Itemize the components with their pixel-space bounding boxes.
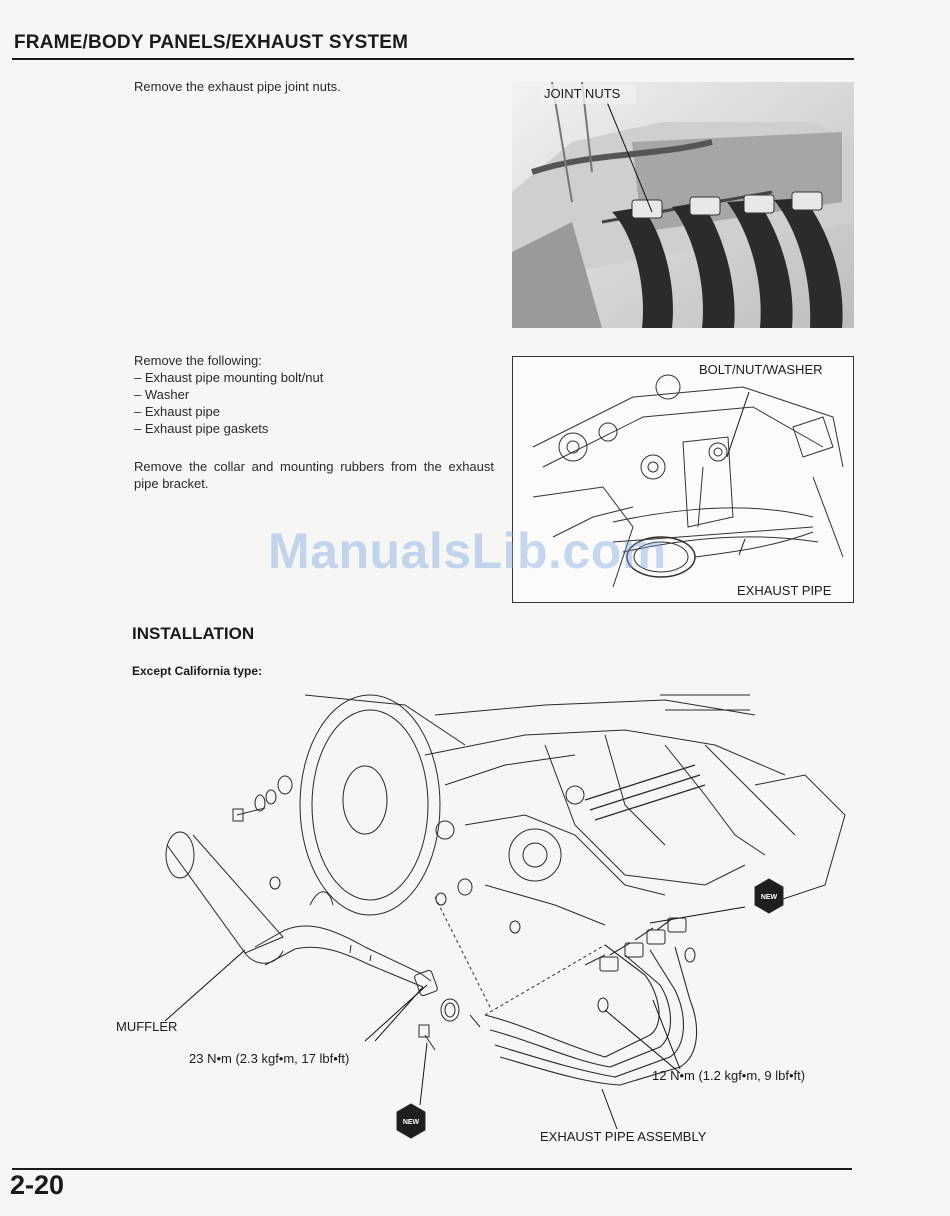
page-number: 2-20: [10, 1170, 65, 1200]
installation-subheading: Except California type:: [132, 664, 263, 678]
installation-heading: INSTALLATION: [132, 624, 255, 643]
step-remove-collar: Remove the collar and mounting rubbers from the exhaust pipe bracket.: [134, 459, 494, 491]
step-intro: Remove the following:: [134, 353, 262, 368]
removal-list: [134, 369, 494, 437]
list-item: – Exhaust pipe gaskets: [134, 420, 494, 437]
page-section-title: FRAME/BODY PANELS/EXHAUST SYSTEM: [14, 32, 409, 53]
list-item: – Exhaust pipe: [134, 403, 494, 420]
list-item: – Exhaust pipe mounting bolt/nut: [134, 369, 494, 386]
joint-nuts-photo: [512, 82, 854, 328]
list-item: – Washer: [134, 386, 494, 403]
exhaust-pipe-label: EXHAUST PIPE: [737, 583, 832, 598]
new-badge-text: NEW: [760, 894, 778, 901]
step-remove-following: [134, 352, 494, 437]
header-rule: [12, 58, 854, 60]
new-badge-text: NEW: [402, 1119, 420, 1126]
exhaust-assembly-label: EXHAUST PIPE ASSEMBLY: [540, 1129, 707, 1144]
footer-rule: [12, 1168, 852, 1170]
joint-nuts-label: JOINT NUTS: [544, 86, 621, 101]
muffler-torque-label: 23 N•m (2.3 kgf•m, 17 lbf•ft): [189, 1051, 350, 1066]
muffler-label: MUFFLER: [116, 1019, 178, 1034]
step-remove-joint-nuts: Remove the exhaust pipe joint nuts.: [134, 79, 341, 94]
joint-torque-label: 12 N•m (1.2 kgf•m, 9 lbf•ft): [652, 1068, 806, 1083]
installation-exploded-diagram: [105, 685, 855, 1155]
bolt-nut-washer-label: BOLT/NUT/WASHER: [699, 362, 823, 377]
watermark: ManualsLib.com: [268, 523, 667, 579]
